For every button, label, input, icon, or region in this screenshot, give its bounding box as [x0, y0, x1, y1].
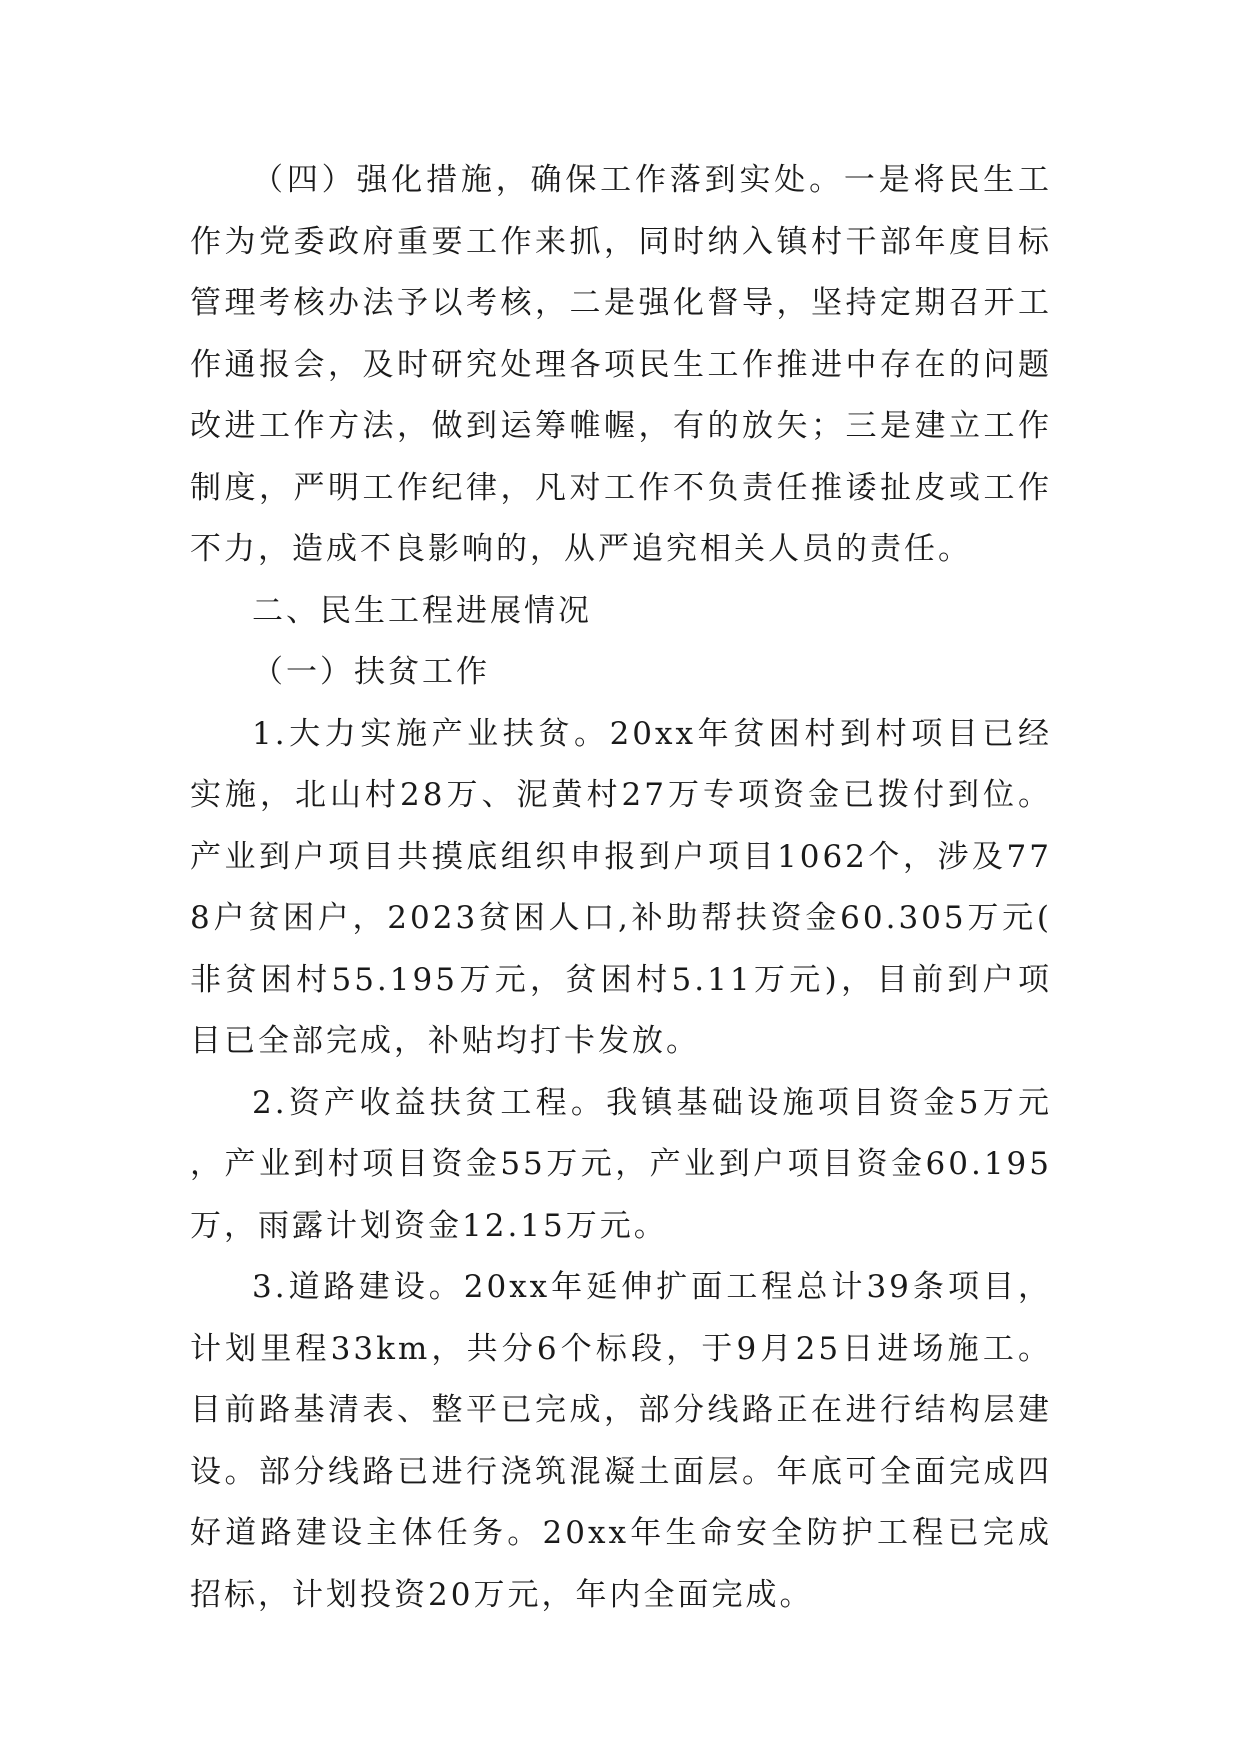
document-body [190, 150, 1052, 1626]
paragraph-industry-poverty: 1.大力实施产业扶贫。20xx年贫困村到村项目已经实施，北山村28万、泥黄村27万专项资金已拨付到位。产业到户项目共摸底组织申报到户项目1062个，涉及778户贫困户，2023贫困人口,补助帮扶资金60.305万元(非贫困村55.195万元，贫困村5.11万元)，目前到户项目已全部完成，补贴均打卡发放。 [190, 715, 1052, 1059]
paragraph-road-construction: 3.道路建设。20xx年延伸扩面工程总计39条项目，计划里程33km，共分6个标段，于9月25日进场施工。目前路基清表、整平已完成，部分线路正在进行结构层建设。部分线路已进行浇筑混凝土面层。年底可全面完成四好道路建设主体任务。20xx年生命安全防护工程已完成招标，计划投资20万元，年内全面完成。 [190, 1269, 1052, 1613]
paragraph-asset-income: 2.资产收益扶贫工程。我镇基础设施项目资金5万元，产业到村项目资金55万元，产业到户项目资金60.195万，雨露计划资金12.15万元。 [190, 1084, 1052, 1244]
section-heading-progress: 二、民生工程进展情况 [252, 592, 592, 629]
paragraph-measures: （四）强化措施，确保工作落到实处。一是将民生工作为党委政府重要工作来抓，同时纳入镇村干部年度目标管理考核办法予以考核，二是强化督导，坚持定期召开工作通报会，及时研究处理各项民生工作推进中存在的问题改进工作方法，做到运筹帷幄，有的放矢；三是建立工作制度，严明工作纪律，凡对工作不负责任推诿扯皮或工作不力，造成不良影响的，从严追究相关人员的责任。 [190, 162, 1052, 567]
subsection-heading-poverty: （一）扶贫工作 [252, 654, 490, 690]
